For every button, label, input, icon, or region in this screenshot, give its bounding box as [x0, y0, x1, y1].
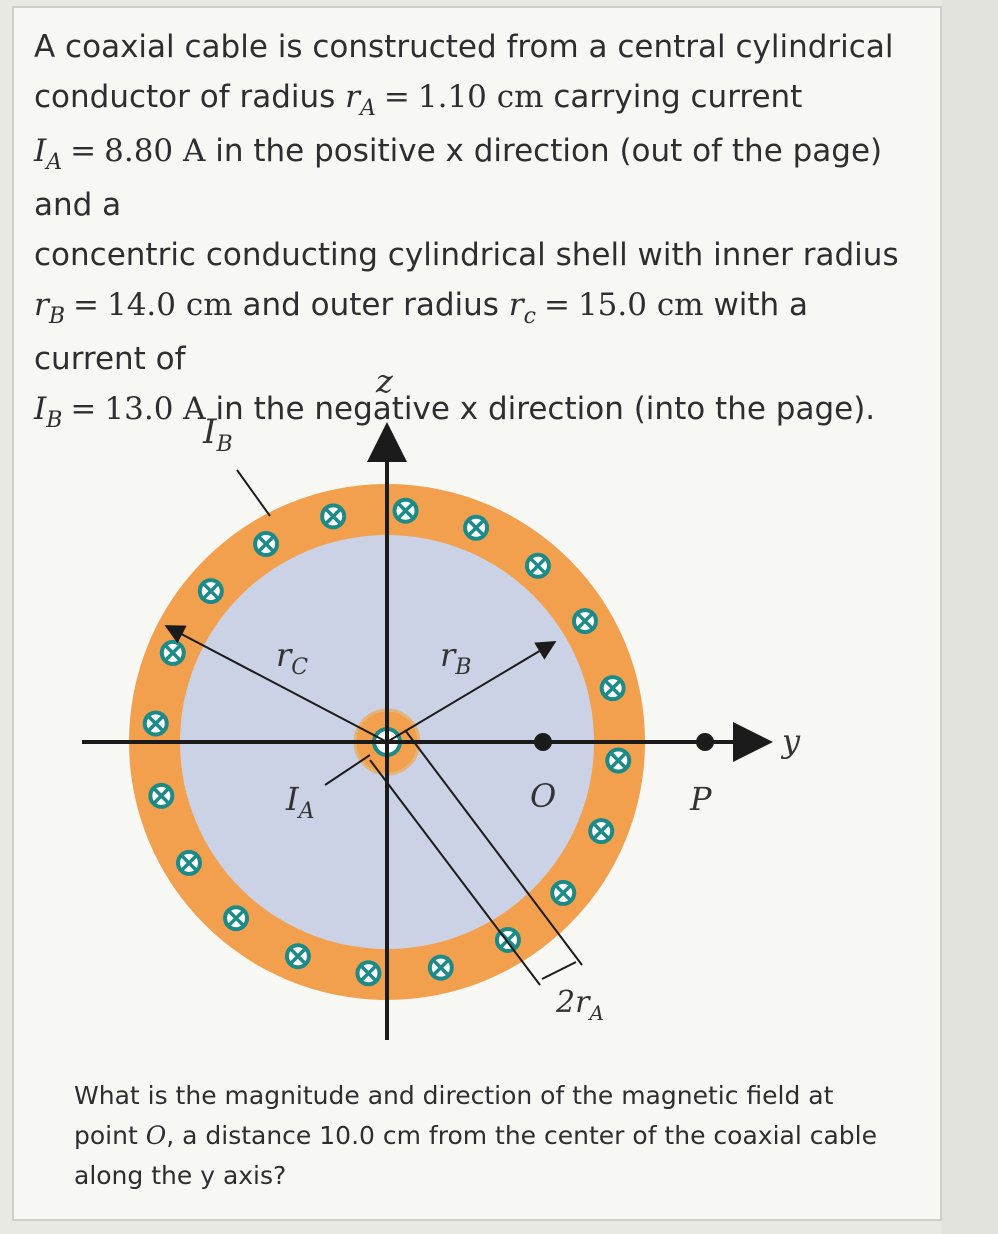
- label-P: P: [690, 780, 712, 818]
- into-page-current-icon: [357, 962, 379, 984]
- label-2rA: $2r_A$: [556, 985, 604, 1025]
- IB-pointer: [237, 470, 270, 516]
- into-page-current-icon: [200, 580, 222, 602]
- label-z: z: [376, 362, 393, 400]
- label-y: y: [782, 722, 801, 760]
- into-page-current-icon: [574, 610, 596, 632]
- into-page-current-icon: [395, 500, 417, 522]
- problem-line-1: A coaxial cable is constructed from a central cylindrical: [34, 29, 894, 65]
- label-rB: $r_B$: [440, 636, 472, 680]
- question-text: What is the magnitude and direction of the magnetic field at point O, a distance 10.0 cm from the center of the coaxial cable along the y axis?: [74, 1081, 877, 1190]
- problem-line-2: conductor of radius $r_A = 1.10$ cm carrying current: [34, 79, 803, 121]
- label-rC: $r_C$: [276, 636, 309, 680]
- point-P: [696, 733, 714, 751]
- problem-line-6: $I_B = 13.0$ A in the negative x direction (into the page).: [34, 391, 876, 433]
- into-page-current-icon: [322, 505, 344, 527]
- point-O: [534, 733, 552, 751]
- into-page-current-icon: [602, 677, 624, 699]
- problem-line-4: concentric conducting cylindrical shell with inner radius: [34, 237, 899, 273]
- label-O: O: [530, 777, 557, 815]
- into-page-current-icon: [178, 852, 200, 874]
- problem-line-5: $r_B = 14.0$ cm and outer radius $r_c = 15.0$ cm with a current of: [34, 287, 809, 377]
- label-IB: $I_B$: [203, 412, 233, 457]
- into-page-current-icon: [590, 820, 612, 842]
- into-page-current-icon: [552, 882, 574, 904]
- label-IA: $I_A$: [286, 780, 315, 824]
- into-page-current-icon: [527, 555, 549, 577]
- into-page-current-icon: [150, 785, 172, 807]
- into-page-current-icon: [287, 945, 309, 967]
- diameter-arrow: [542, 962, 576, 979]
- into-page-current-icon: [607, 750, 629, 772]
- into-page-current-icon: [145, 712, 167, 734]
- problem-line-3: $I_A = 8.80$ A in the positive x direction (out of the page) and a: [34, 133, 883, 223]
- into-page-current-icon: [255, 533, 277, 555]
- into-page-current-icon: [225, 907, 247, 929]
- into-page-current-icon: [430, 957, 452, 979]
- into-page-current-icon: [162, 642, 184, 664]
- into-page-current-icon: [465, 517, 487, 539]
